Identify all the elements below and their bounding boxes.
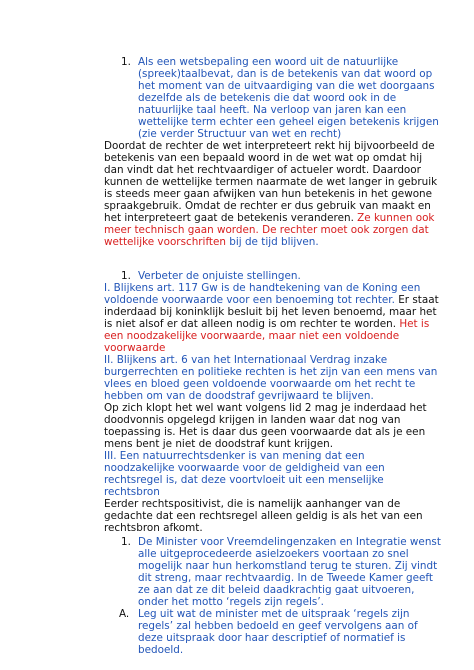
text-line: deze uitspraak door haar descriptief of normatief is [138,632,406,644]
text-line [104,237,319,249]
text-line: Doordat de rechter de wet interpreteert rekt hij bijvoorbeeld de [104,140,435,152]
highlight-span: Ze kunnen ook [357,212,435,224]
text-line: hebben om van de doodstraf gevrijwaard te blijven. [104,390,374,402]
text-line: kunnen de wettelijke termen naarmate de wet langer in gebruik [104,176,438,188]
highlight-span: Het is [399,318,430,330]
text-line: ze aan dat ze dit beleid daadkrachtig gaat uitvoeren, [138,584,415,596]
text-line: noodzakelijke voorwaarde voor de geldigheid van een [104,462,385,474]
text-line: gedachte dat een rechtsregel alleen geldig is als het van een [104,510,423,522]
text-line: regels’ zal hebben bedoeld en geef vervolgens aan of [138,620,418,632]
text-line: burgerrechten en politieke rechten is het zijn van een mens van [104,366,438,378]
list-number: 1. [121,270,131,282]
text-line: II. Blijkens art. 6 van het Internationaal Verdrag inzake [104,354,388,366]
text-span: is niet alsof er dat alleen nodig is om rechter te worden. [104,318,400,330]
text-line: meer technisch gaan worden. De rechter moet ook zorgen dat [104,224,429,236]
text-line: mogelijk naar hun herkomstland terug te sturen. Zij vindt [138,560,438,572]
list-letter: A. [119,608,130,620]
text-line: mens bent je niet de doodstraf kunt krijgen. [104,438,334,450]
text-span: bij de tijd blijven. [229,236,319,248]
text-line: dit streng, maar rechtvaardig. In de Tweede Kamer geeft [138,572,433,584]
text-line: bedoeld. [138,644,184,656]
text-line: wettelijke term echter een geheel eigen betekenis krijgen [138,116,439,128]
text-line: III. Een natuurrechtsdenker is van mening dat een [104,450,365,462]
highlight-span: wettelijke voorschriften [104,236,230,248]
text-line: Op zich klopt het wel want volgens lid 2 mag je inderdaad het [104,402,427,414]
text-line: voorwaarde [104,342,166,354]
text-line: vlees en bloed geen voldoende voorwaarde om het recht te [104,378,416,390]
text-line: I. Blijkens art. 117 Gw is de handtekening van de Koning een [104,282,421,294]
text-line: alle uitgeprocedeerde asielzoekers voortaan zo snel [138,548,409,560]
text-line: natuurlijke taal heeft. Na verloop van jaren kan een [138,104,407,116]
text-line: betekenis van een bepaald woord in de wet wat op omdat hij [104,152,423,164]
text-line: (zie verder Structuur van wet en recht) [138,128,342,140]
text-line: dezelfde als de betekenis die dat woord ook in de [138,92,397,104]
list-number: 1. [121,536,131,548]
text-span: voldoende voorwaarde voor een benoeming tot rechter. [104,294,395,306]
text-line: het moment van de uitvaardiging van die wet doorgaans [138,80,435,92]
section-heading: Verbeter de onjuiste stellingen. [138,270,301,282]
text-line: Eerder rechtspositivist, die is namelijk aanhanger van de [104,498,401,510]
list-number: 1. [121,56,131,68]
text-line: Als een wetsbepaling een woord uit de natuurlijke [138,56,399,68]
text-line: inderdaad bij koninklijk besluit bij het leven benoemd, maar het [104,306,437,318]
text-line: doodvonnis opgelegd krijgen in landen waar dat nog van [104,414,401,426]
text-line: rechtsbron afkomt. [104,522,203,534]
text-line: dan vindt dat het rechtvaardiger of actueler wordt. Daardoor [104,164,421,176]
text-span: het interpreteert gaat de betekenis veranderen. [104,212,358,224]
text-line: is steeds meer gaan afwijken van hun betekenis in het gewone [104,188,433,200]
text-line: (spreek)taalbevat, dan is de betekenis van dat woord op [138,68,433,80]
text-line: onder het motto ‘regels zijn regels’. [138,596,324,608]
text-span: Er staat [394,294,439,306]
text-line: spraakgebruik. Omdat de rechter er dus gebruik van maakt en [104,200,431,212]
text-line: een noodzakelijke voorwaarde, maar niet een voldoende [104,330,400,342]
text-line: De Minister voor Vreemdelingenzaken en Integratie wenst [138,536,441,548]
text-line: toepassing is. Het is daar dus geen voorwaarde dat als je een [104,426,426,438]
text-line: Leg uit wat de minister met de uitspraak ‘regels zijn [138,608,410,620]
text-line: rechtsbron [104,486,160,498]
text-line: rechtsregel is, dat deze voortvloeit uit een menselijke [104,474,384,486]
